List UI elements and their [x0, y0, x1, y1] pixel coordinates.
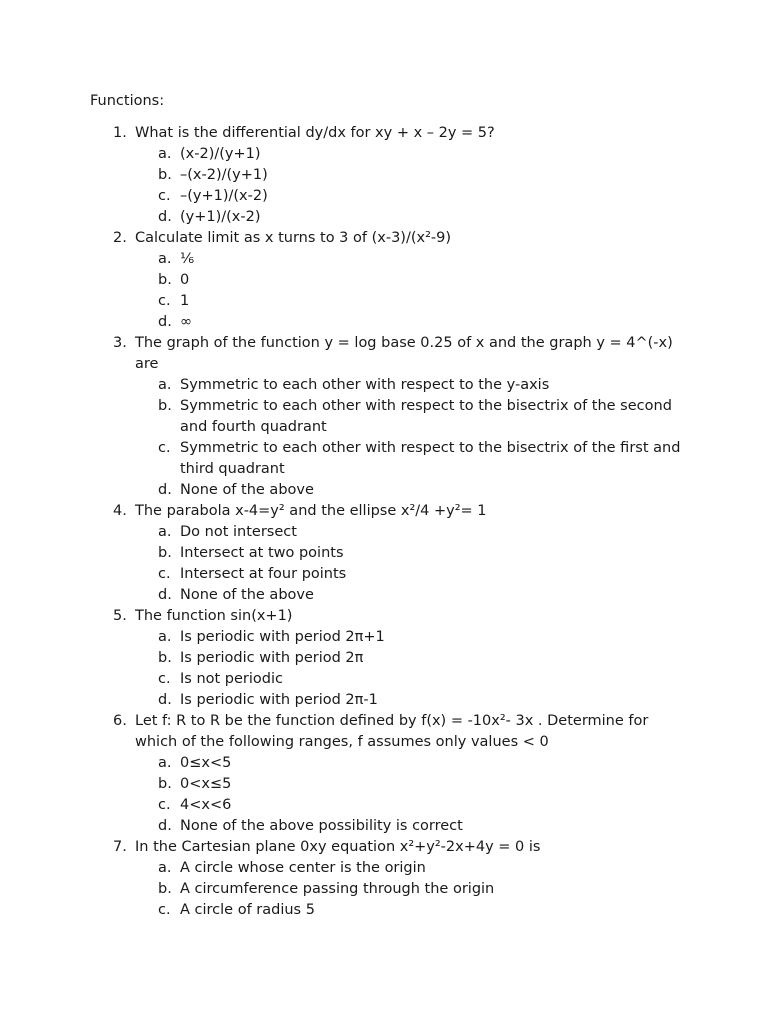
answer-option — [135, 522, 690, 543]
option-text: ⅙ — [180, 251, 195, 267]
answer-option — [135, 270, 690, 291]
answer-option — [135, 879, 690, 900]
option-text: 4<x<6 — [180, 797, 232, 813]
option-letter: a. — [158, 860, 172, 876]
answer-option — [135, 900, 690, 921]
question-text: The parabola x-4=y² and the ellipse x²/4 +y²= 1 — [135, 503, 487, 519]
option-text: A circle of radius 5 — [180, 902, 315, 918]
question-number: 1. — [113, 125, 127, 141]
question-text: The graph of the function y = log base 0.25 of x and the graph y = 4^(-x) are — [135, 335, 673, 372]
answer-options — [135, 144, 690, 228]
option-letter: c. — [158, 902, 171, 918]
question-item — [90, 228, 690, 333]
answer-option — [135, 753, 690, 774]
option-letter: c. — [158, 566, 171, 582]
answer-option — [135, 207, 690, 228]
question-text: The function sin(x+1) — [135, 608, 293, 624]
option-letter: b. — [158, 167, 172, 183]
question-number: 6. — [113, 713, 127, 729]
answer-option — [135, 795, 690, 816]
option-letter: b. — [158, 881, 172, 897]
question-text: In the Cartesian plane 0xy equation x²+y²-2x+4y = 0 is — [135, 839, 541, 855]
option-letter: c. — [158, 293, 171, 309]
option-letter: b. — [158, 545, 172, 561]
answer-options — [135, 249, 690, 333]
question-list — [90, 123, 690, 921]
answer-option — [135, 774, 690, 795]
option-text: Is not periodic — [180, 671, 283, 687]
answer-option — [135, 144, 690, 165]
question-number: 4. — [113, 503, 127, 519]
option-letter: a. — [158, 377, 172, 393]
option-letter: d. — [158, 587, 172, 603]
option-letter: c. — [158, 797, 171, 813]
answer-options — [135, 858, 690, 921]
question-text: Let f: R to R be the function defined by f(x) = -10x²- 3x . Determine for which of the following ranges, f assumes only values < 0 — [135, 713, 649, 750]
question-item — [90, 333, 690, 501]
question-item — [90, 606, 690, 711]
answer-option — [135, 165, 690, 186]
answer-option — [135, 690, 690, 711]
option-text: –(x-2)/(y+1) — [180, 167, 268, 183]
option-text: Is periodic with period 2π-1 — [180, 692, 378, 708]
option-letter: c. — [158, 440, 171, 456]
option-text: Do not intersect — [180, 524, 297, 540]
answer-option — [135, 291, 690, 312]
option-letter: a. — [158, 524, 172, 540]
question-text: Calculate limit as x turns to 3 of (x-3)/(x²-9) — [135, 230, 451, 246]
answer-options — [135, 627, 690, 711]
option-text: Is periodic with period 2π+1 — [180, 629, 385, 645]
option-letter: d. — [158, 482, 172, 498]
answer-option — [135, 627, 690, 648]
answer-option — [135, 249, 690, 270]
option-text: A circle whose center is the origin — [180, 860, 426, 876]
option-text: None of the above possibility is correct — [180, 818, 463, 834]
option-text: 1 — [180, 293, 190, 309]
option-letter: a. — [158, 629, 172, 645]
option-text: ∞ — [180, 314, 193, 330]
section-heading: Functions: — [90, 93, 165, 109]
question-item — [90, 501, 690, 606]
answer-option — [135, 312, 690, 333]
answer-option — [135, 564, 690, 585]
option-letter: b. — [158, 776, 172, 792]
option-letter: d. — [158, 314, 172, 330]
document-page — [90, 91, 690, 921]
option-letter: d. — [158, 209, 172, 225]
option-letter: b. — [158, 650, 172, 666]
option-letter: d. — [158, 818, 172, 834]
option-letter: a. — [158, 251, 172, 267]
answer-option — [135, 543, 690, 564]
option-text: Is periodic with period 2π — [180, 650, 364, 666]
answer-option — [135, 396, 690, 438]
option-text: None of the above — [180, 587, 314, 603]
answer-options — [135, 522, 690, 606]
question-item — [90, 711, 690, 837]
option-text: Intersect at four points — [180, 566, 347, 582]
option-letter: b. — [158, 272, 172, 288]
option-letter: c. — [158, 188, 171, 204]
answer-option — [135, 585, 690, 606]
option-text: –(y+1)/(x-2) — [180, 188, 268, 204]
option-letter: a. — [158, 146, 172, 162]
option-text: (y+1)/(x-2) — [180, 209, 261, 225]
answer-option — [135, 858, 690, 879]
answer-options — [135, 375, 690, 501]
answer-option — [135, 648, 690, 669]
question-item — [90, 123, 690, 228]
question-number: 2. — [113, 230, 127, 246]
question-number: 3. — [113, 335, 127, 351]
answer-option — [135, 480, 690, 501]
option-text: 0 — [180, 272, 190, 288]
answer-option — [135, 438, 690, 480]
option-text: (x-2)/(y+1) — [180, 146, 261, 162]
answer-options — [135, 753, 690, 837]
answer-option — [135, 186, 690, 207]
option-text: 0≤x<5 — [180, 755, 232, 771]
answer-option — [135, 375, 690, 396]
option-text: 0<x≤5 — [180, 776, 232, 792]
question-item — [90, 837, 690, 921]
question-number: 5. — [113, 608, 127, 624]
question-number: 7. — [113, 839, 127, 855]
option-text: Symmetric to each other with respect to the bisectrix of the second and fourth quadrant — [180, 398, 672, 435]
option-letter: d. — [158, 692, 172, 708]
option-letter: c. — [158, 671, 171, 687]
answer-option — [135, 816, 690, 837]
option-text: A circumference passing through the origin — [180, 881, 495, 897]
option-text: Symmetric to each other with respect to the y-axis — [180, 377, 550, 393]
option-letter: a. — [158, 755, 172, 771]
option-letter: b. — [158, 398, 172, 414]
option-text: Symmetric to each other with respect to the bisectrix of the first and third quadrant — [180, 440, 681, 477]
answer-option — [135, 669, 690, 690]
option-text: Intersect at two points — [180, 545, 344, 561]
question-text: What is the differential dy/dx for xy + x – 2y = 5? — [135, 125, 495, 141]
option-text: None of the above — [180, 482, 314, 498]
